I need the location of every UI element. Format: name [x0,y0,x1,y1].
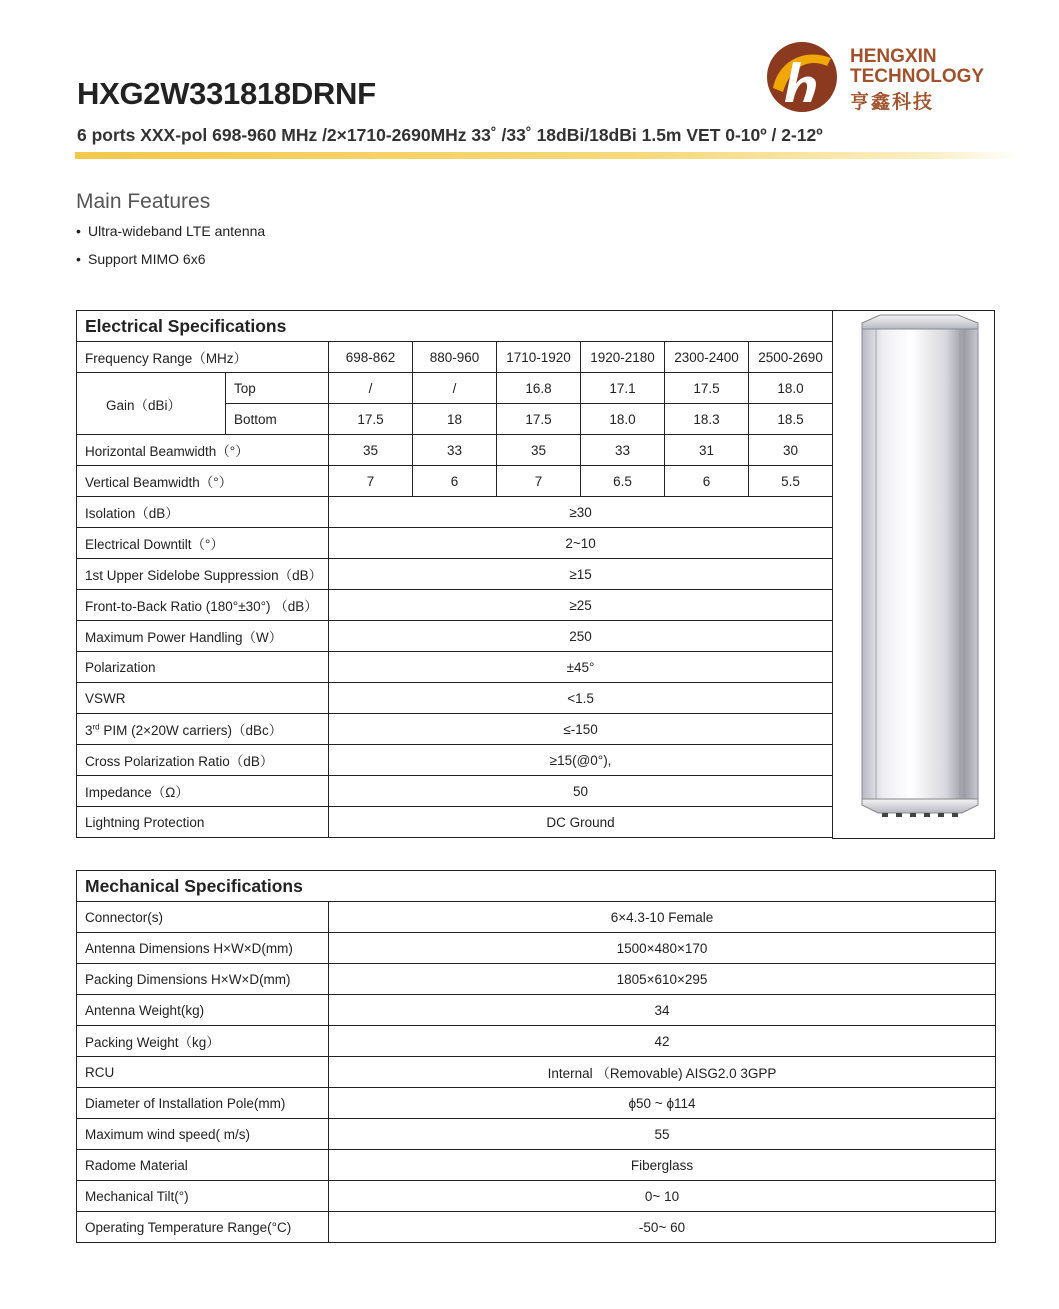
feature-item: • Support MIMO 6x6 [76,251,206,267]
table-row [77,902,996,933]
row-value: ϕ50 ~ ϕ114 [329,1088,996,1119]
table-row [77,933,996,964]
row-label: Impedance（Ω） [77,776,329,807]
band-cell: 1710-1920 [497,342,581,373]
table-cell: 18.0 [749,373,833,404]
table-cell: 7 [329,466,413,497]
row-label: Operating Temperature Range(°C) [77,1212,329,1243]
table-row [77,466,833,497]
logo-name-line2: TECHNOLOGY [850,66,985,87]
table-row [77,621,833,652]
table-cell: 35 [329,435,413,466]
row-value: ≥15(@0°), [329,745,833,776]
table-row [77,1057,996,1088]
row-label: Antenna Dimensions H×W×D(mm) [77,933,329,964]
table-row [77,776,833,807]
row-label: Lightning Protection [77,807,329,838]
mechanical-spec-table [76,870,996,1243]
logo-chinese-name: 亨鑫科技 [850,92,935,113]
table-cell: 17.5 [497,404,581,435]
electrical-spec-table [76,310,833,838]
table-row [77,1150,996,1181]
table-cell: 31 [665,435,749,466]
table-cell: 6 [665,466,749,497]
row-label: 1st Upper Sidelobe Suppression（dB） [77,559,329,590]
row-label: Antenna Weight(kg) [77,995,329,1026]
row-label: Frequency Range（MHz） [77,342,329,373]
features-heading: Main Features [76,190,211,213]
band-cell: 1920-2180 [581,342,665,373]
row-label: Polarization [77,652,329,683]
table-cell: 18 [413,404,497,435]
table-row [77,590,833,621]
row-label: Diameter of Installation Pole(mm) [77,1088,329,1119]
table-row [77,559,833,590]
electrical-heading: Electrical Specifications [77,311,833,342]
table-cell: 17.5 [665,373,749,404]
row-label: Mechanical Tilt(°) [77,1181,329,1212]
row-label: Electrical Downtilt（°） [77,528,329,559]
row-value: Fiberglass [329,1150,996,1181]
row-label: Vertical Beamwidth（°） [77,466,329,497]
row-label: 3rd PIM (2×20W carriers)（dBc） [77,714,329,745]
band-cell: 698-862 [329,342,413,373]
row-value: 34 [329,995,996,1026]
band-cell: 2500-2690 [749,342,833,373]
table-cell: 5.5 [749,466,833,497]
row-label: Gain（dBi） [77,373,226,435]
row-value: 0~ 10 [329,1181,996,1212]
row-label: Packing Dimensions H×W×D(mm) [77,964,329,995]
table-cell: 35 [497,435,581,466]
row-sublabel: Bottom [226,404,329,435]
table-cell: 18.0 [581,404,665,435]
table-cell: / [329,373,413,404]
table-row [77,528,833,559]
table-cell: 17.1 [581,373,665,404]
row-value: 2~10 [329,528,833,559]
row-label: Front-to-Back Ratio (180°±30°) （dB） [77,590,329,621]
table-cell: 6 [413,466,497,497]
table-cell: 17.5 [329,404,413,435]
row-label: Maximum Power Handling（W） [77,621,329,652]
row-label: Isolation（dB） [77,497,329,528]
hengxin-logo-icon [765,40,839,114]
table-row [77,497,833,528]
row-value: ≥30 [329,497,833,528]
row-value: 42 [329,1026,996,1057]
company-logo [765,40,985,118]
table-row [77,373,833,404]
row-value: ≥25 [329,590,833,621]
row-value: 250 [329,621,833,652]
logo-name-line1: HENGXIN [850,46,937,67]
table-row [77,714,833,745]
row-label: Radome Material [77,1150,329,1181]
antenna-product-image [832,311,993,838]
table-row [77,1119,996,1150]
table-cell: 18.3 [665,404,749,435]
table-row [77,995,996,1026]
bullet: • [76,251,81,267]
table-row [77,807,833,838]
feature-item: • Ultra-wideband LTE antenna [76,223,266,239]
row-label: Packing Weight（kg） [77,1026,329,1057]
header-divider [75,152,1020,159]
table-row [77,964,996,995]
row-value: 1500×480×170 [329,933,996,964]
table-cell: 16.8 [497,373,581,404]
table-cell: 30 [749,435,833,466]
row-label: VSWR [77,683,329,714]
table-row [77,1088,996,1119]
row-value: 50 [329,776,833,807]
table-row [77,435,833,466]
table-row [77,342,833,373]
row-value: ≤-150 [329,714,833,745]
table-cell: / [413,373,497,404]
table-cell: 7 [497,466,581,497]
row-value: 1805×610×295 [329,964,996,995]
row-value: ≥15 [329,559,833,590]
table-row [77,1026,996,1057]
row-label: Cross Polarization Ratio（dB） [77,745,329,776]
mechanical-heading: Mechanical Specifications [77,871,996,902]
bullet: • [76,223,81,239]
antenna-image-frame [832,310,995,839]
model-description: 6 ports XXX-pol 698-960 MHz /2×1710-2690MHz 33˚ /33˚ 18dBi/18dBi 1.5m VET 0-10º / 2-12º [77,125,823,145]
band-cell: 880-960 [413,342,497,373]
row-label: Horizontal Beamwidth（°） [77,435,329,466]
row-value: Internal （Removable) AISG2.0 3GPP [329,1057,996,1088]
features-list [76,222,265,278]
band-cell: 2300-2400 [665,342,749,373]
table-row [77,683,833,714]
row-label: Connector(s) [77,902,329,933]
row-value: 6×4.3-10 Female [329,902,996,933]
table-row [77,1212,996,1243]
row-value: ±45° [329,652,833,683]
table-cell: 6.5 [581,466,665,497]
table-row [77,652,833,683]
row-sublabel: Top [226,373,329,404]
row-label: Maximum wind speed( m/s) [77,1119,329,1150]
row-value: DC Ground [329,807,833,838]
model-title: HXG2W331818DRNF [77,76,376,111]
table-cell: 18.5 [749,404,833,435]
table-cell: 33 [413,435,497,466]
row-value: -50~ 60 [329,1212,996,1243]
row-label: RCU [77,1057,329,1088]
row-value: <1.5 [329,683,833,714]
table-row [77,745,833,776]
row-value: 55 [329,1119,996,1150]
table-row [77,1181,996,1212]
table-cell: 33 [581,435,665,466]
